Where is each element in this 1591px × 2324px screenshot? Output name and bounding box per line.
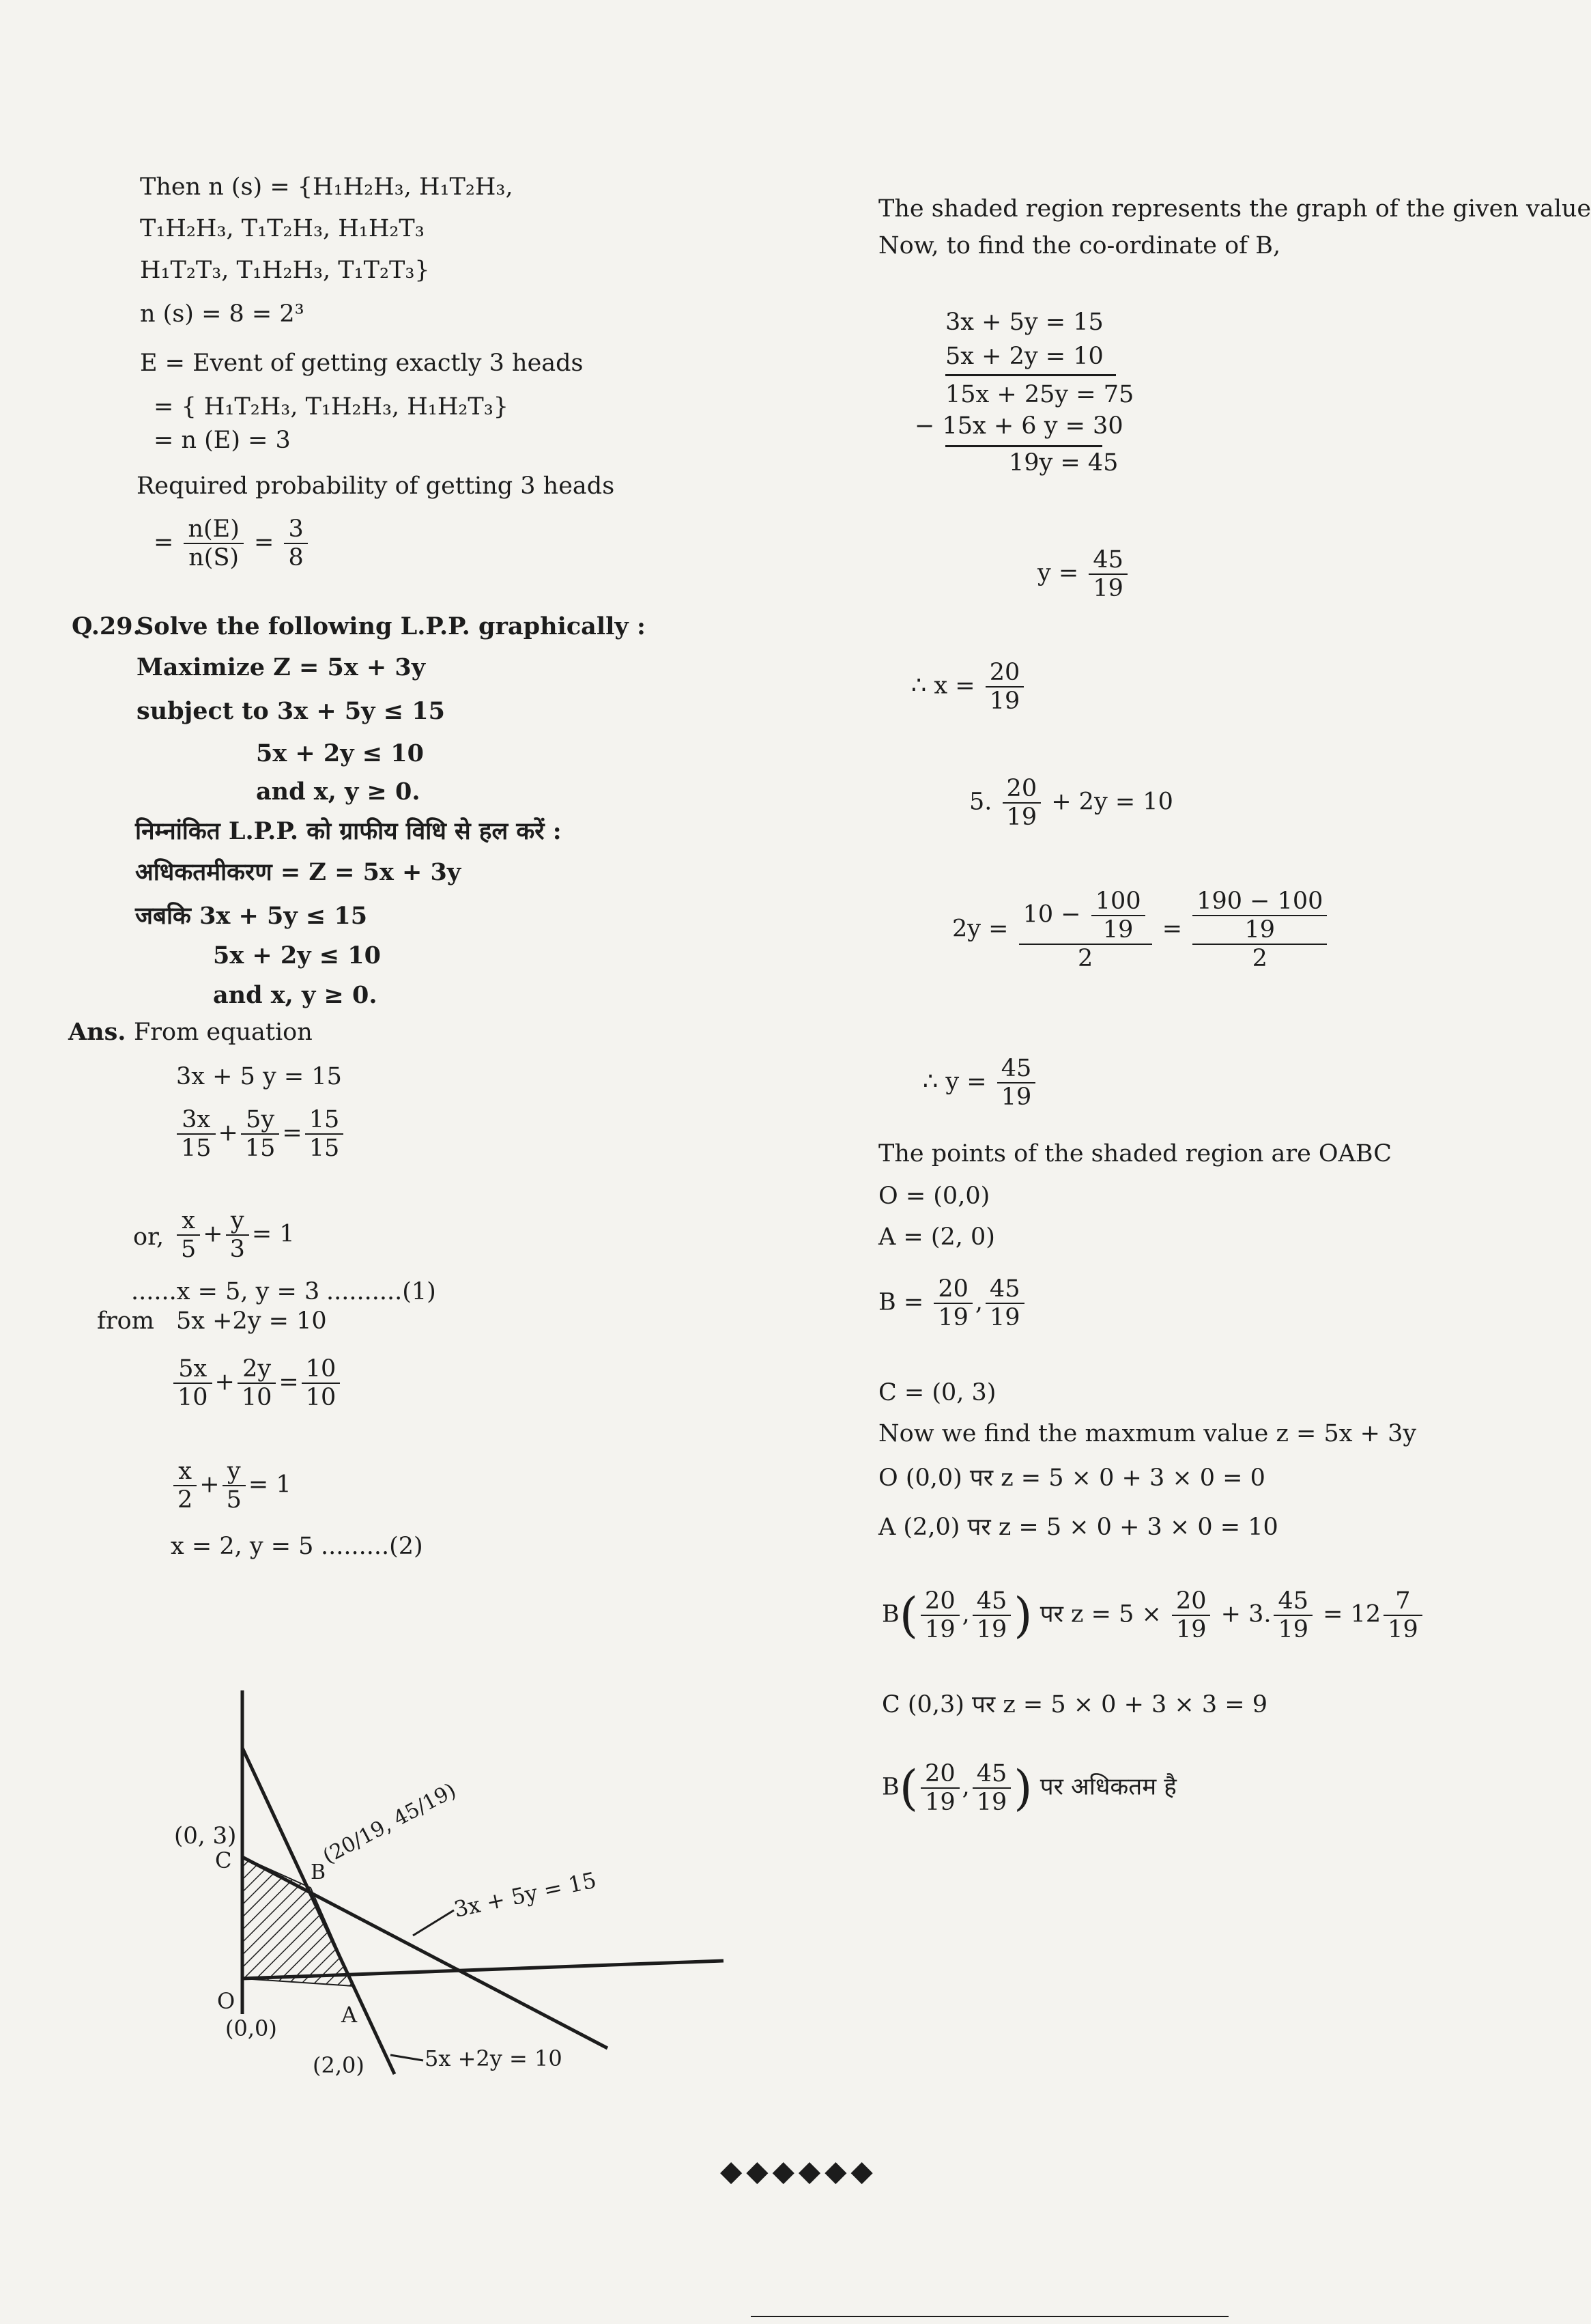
equation-2-divided: $\frac{5x}{10}$ + $\frac{2y}{10}$ = $\frac{10}{10}$ bbox=[171, 1355, 343, 1411]
solve-line-3: 15x + 25y = 75 bbox=[945, 381, 1134, 408]
equation-tag-1: ..........(1) bbox=[326, 1278, 436, 1305]
sample-space-count: n (s) = 8 = 2³ bbox=[140, 300, 304, 328]
point-a: A = (2, 0) bbox=[878, 1223, 995, 1251]
question-constraint-2: 5x + 2y ≤ 10 bbox=[256, 739, 425, 767]
point-o: O = (0,0) bbox=[878, 1182, 990, 1210]
y-value: y = $\frac{45}{19}$ bbox=[1037, 546, 1130, 602]
answer-from-equation: From equation bbox=[134, 1019, 313, 1046]
event-definition: E = Event of getting exactly 3 heads bbox=[140, 350, 584, 377]
point-a-label: A bbox=[341, 2002, 358, 2028]
question-constraint-3: and x, y ≥ 0. bbox=[256, 778, 420, 806]
sample-space-line-2: T₁H₂H₃, T₁T₂H₃, H₁H₂T₃ bbox=[140, 215, 425, 242]
point-a-coord-label: (2,0) bbox=[313, 2052, 364, 2078]
substitution: 5. $\frac{20}{19}$ + 2y = 10 bbox=[969, 775, 1173, 831]
equation-1-intercept-form: $\frac{x}{5}$ + $\frac{y}{3}$ = 1 bbox=[174, 1207, 295, 1263]
z-at-o: O (0,0) पर z = 5 × 0 + 3 × 0 = 0 bbox=[878, 1464, 1265, 1492]
solve-line-5: 19y = 45 bbox=[1009, 449, 1119, 477]
probability-formula: = $\frac{n(E)}{n(S)}$ = $\frac{3}{8}$ bbox=[154, 515, 311, 571]
question-number: Q.29. bbox=[72, 612, 141, 640]
line-2-label-pointer bbox=[390, 2055, 423, 2060]
or-label: or, bbox=[133, 1223, 164, 1251]
y-value-2: ∴ y = $\frac{45}{19}$ bbox=[923, 1055, 1038, 1111]
point-c-coord-label: (0, 3) bbox=[174, 1822, 237, 1850]
x-value: ∴ x = $\frac{20}{19}$ bbox=[911, 659, 1027, 715]
z-at-a: A (2,0) पर z = 5 × 0 + 3 × 0 = 10 bbox=[878, 1514, 1278, 1541]
point-b-coord-label: (20/19, 45/19) bbox=[319, 1779, 460, 1869]
required-probability-text: Required probability of getting 3 heads bbox=[137, 472, 615, 500]
answer-label: Ans. bbox=[68, 1018, 126, 1046]
from-label: from bbox=[97, 1307, 154, 1335]
z-at-b: B( $\frac{20}{19}$ , $\frac{45}{19}$ ) पर z = 5 × $\frac{20}{19}$ + 3. $\frac{45}{19}$ = 12 $\frac{7}{19}$ bbox=[882, 1587, 1425, 1643]
equation-1-divided: $\frac{3x}{15}$ + $\frac{5y}{15}$ = $\frac{15}{15}$ bbox=[174, 1106, 346, 1162]
final-answer: B( $\frac{20}{19}$ , $\frac{45}{19}$ ) पर अधिकतम है bbox=[882, 1760, 1177, 1816]
hindi-constraint-2: 5x + 2y ≤ 10 bbox=[213, 941, 382, 969]
lpp-graph bbox=[0, 0, 751, 2078]
solve-line-2: 5x + 2y = 10 bbox=[945, 343, 1104, 370]
intercepts-1: ......x = 5, y = 3 bbox=[131, 1278, 320, 1305]
event-set: = { H₁T₂H₃, T₁H₂H₃, H₁H₂T₃} bbox=[154, 393, 509, 421]
hindi-constraint-3: and x, y ≥ 0. bbox=[213, 981, 377, 1009]
feasible-region bbox=[242, 1857, 354, 1986]
solve-line-1: 3x + 5y = 15 bbox=[945, 309, 1104, 336]
equation-1: 3x + 5 y = 15 bbox=[176, 1063, 342, 1090]
intercepts-2: x = 2, y = 5 bbox=[171, 1533, 314, 1560]
equation-2: 5x +2y = 10 bbox=[176, 1307, 327, 1335]
two-y-computation: 2y = 10 − $\frac{100}{19}$ 2 = 190 − 100 19 2 bbox=[952, 888, 1330, 972]
max-value-heading: Now we find the maxmum value z = 5x + 3y bbox=[878, 1420, 1417, 1447]
line-2-label: 5x +2y = 10 bbox=[425, 2045, 562, 2071]
points-heading: The points of the shaded region are OABC bbox=[878, 1140, 1392, 1167]
footer-rule bbox=[751, 2316, 1229, 2317]
hindi-question-title: निम्नांकित L.P.P. को ग्राफीय विधि से हल करें : bbox=[135, 817, 562, 845]
z-at-c: C (0,3) पर z = 5 × 0 + 3 × 3 = 9 bbox=[882, 1691, 1267, 1718]
footer-ornament: ◆◆◆◆◆◆ bbox=[720, 2154, 877, 2187]
equation-tag-2: .........(2) bbox=[321, 1533, 423, 1560]
sample-space-line-1: Then n (s) = {H₁H₂H₃, H₁T₂H₃, bbox=[140, 173, 513, 201]
intro-line-2: Now, to find the co-ordinate of B, bbox=[878, 232, 1281, 259]
sample-space-line-3: H₁T₂T₃, T₁H₂H₃, T₁T₂T₃} bbox=[140, 257, 430, 284]
intro-line-1: The shaded region represents the graph of the given value bbox=[878, 195, 1591, 223]
equation-2-intercept-form: $\frac{x}{2}$ + $\frac{y}{5}$ = 1 bbox=[171, 1458, 291, 1514]
point-c: C = (0, 3) bbox=[878, 1379, 997, 1406]
solve-rule-1 bbox=[945, 374, 1116, 376]
hindi-constraint-1: जबकि 3x + 5y ≤ 15 bbox=[135, 902, 368, 930]
question-objective: Maximize Z = 5x + 3y bbox=[137, 653, 426, 681]
question-constraint-1: subject to 3x + 5y ≤ 15 bbox=[137, 697, 445, 725]
solve-rule-2 bbox=[945, 445, 1102, 447]
line-1-label-pointer bbox=[413, 1910, 454, 1936]
hindi-objective: अधिकतमीकरण = Z = 5x + 3y bbox=[135, 858, 461, 886]
question-title: Solve the following L.P.P. graphically : bbox=[137, 612, 646, 640]
line-1-label: 3x + 5y = 15 bbox=[451, 1867, 599, 1923]
solve-line-4: − 15x + 6 y = 30 bbox=[915, 412, 1123, 440]
point-b: B = $\frac{20}{19}$ , $\frac{45}{19}$ bbox=[878, 1275, 1027, 1331]
point-o-coord-label: (0,0) bbox=[225, 2015, 277, 2041]
point-o-label: O bbox=[217, 1988, 235, 2014]
point-b-label: B bbox=[311, 1860, 326, 1884]
event-count: = n (E) = 3 bbox=[154, 427, 291, 454]
point-c-label: C bbox=[215, 1847, 232, 1873]
